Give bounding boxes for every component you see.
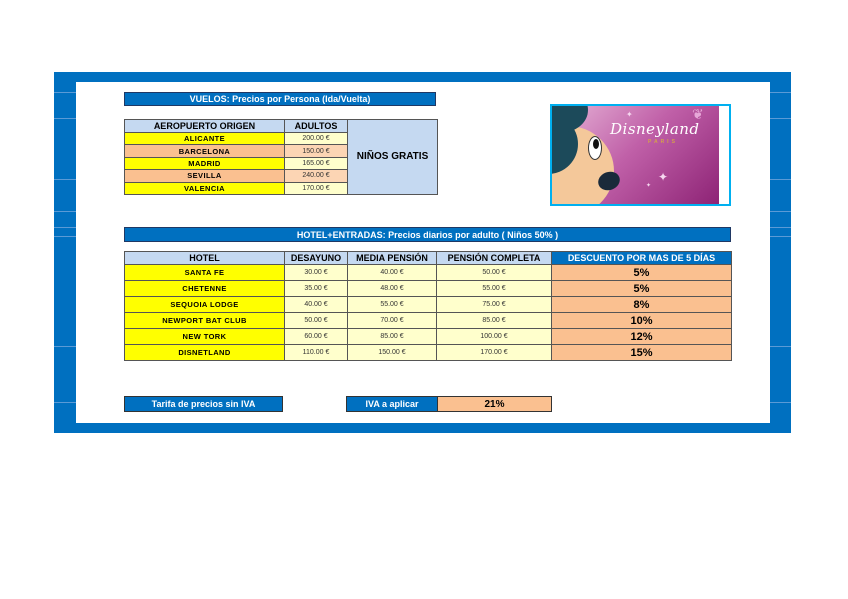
pension-completa-price: 85.00 € (437, 313, 552, 329)
column-header-adults: ADULTOS (285, 120, 348, 133)
hotel-title: HOTEL+ENTRADAS: Precios diarios por adulto ( Niños 50% ) (124, 227, 731, 242)
sparkle-icon: ✦ (646, 183, 652, 189)
hotel-name: NEW TORK (125, 329, 285, 345)
adult-price: 200.00 € (285, 133, 348, 145)
airport-name: ALICANTE (125, 133, 285, 145)
children-free-note: NIÑOS GRATIS (348, 120, 438, 195)
frame-gridline (770, 346, 791, 347)
adult-price: 150.00 € (285, 145, 348, 157)
vuelos-title: VUELOS: Precios por Persona (Ida/Vuelta) (124, 92, 436, 106)
desayuno-price: 110.00 € (285, 345, 348, 361)
frame-gridline (770, 92, 791, 93)
hotel-name: NEWPORT BAT CLUB (125, 313, 285, 329)
frame-gridline (54, 211, 76, 212)
table-row (125, 313, 732, 329)
frame-gridline (54, 227, 76, 228)
discount-value: 8% (552, 297, 732, 313)
table-row (125, 345, 732, 361)
frame-gridline (770, 179, 791, 180)
desayuno-price: 50.00 € (285, 313, 348, 329)
pension-completa-price: 170.00 € (437, 345, 552, 361)
vuelos-table (124, 119, 438, 195)
column-header-hotel: HOTEL (125, 252, 285, 265)
media-pension-price: 85.00 € (348, 329, 437, 345)
adult-price: 165.00 € (285, 157, 348, 169)
tinkerbell-icon: ❦ (692, 106, 704, 122)
airport-name: MADRID (125, 157, 285, 169)
frame-gridline (54, 346, 76, 347)
pension-completa-price: 55.00 € (437, 281, 552, 297)
image-margin (719, 106, 729, 204)
adult-price: 170.00 € (285, 182, 348, 194)
column-header-descuento: DESCUENTO POR MAS DE 5 DÍAS (552, 252, 732, 265)
table-row (125, 265, 732, 281)
hotel-table (124, 251, 732, 361)
mickey-pupil (593, 139, 599, 149)
frame-gridline (54, 92, 76, 93)
media-pension-price: 48.00 € (348, 281, 437, 297)
hotel-name: DISNETLAND (125, 345, 285, 361)
iva-value: 21% (437, 396, 552, 412)
discount-value: 5% (552, 265, 732, 281)
frame-gridline (54, 402, 76, 403)
frame-gridline (54, 118, 76, 119)
media-pension-price: 55.00 € (348, 297, 437, 313)
iva-label: IVA a aplicar (346, 396, 438, 412)
media-pension-price: 150.00 € (348, 345, 437, 361)
column-header-airport: AEROPUERTO ORIGEN (125, 120, 285, 133)
disneyland-promo-image (550, 104, 731, 206)
frame-gridline (54, 236, 76, 237)
desayuno-price: 60.00 € (285, 329, 348, 345)
airport-name: SEVILLA (125, 170, 285, 182)
disneyland-logo-paris: PARIS (648, 139, 678, 145)
tarifa-label: Tarifa de precios sin IVA (124, 396, 283, 412)
column-header-desayuno: DESAYUNO (285, 252, 348, 265)
frame-gridline (770, 211, 791, 212)
column-header-pension-completa: PENSIÓN COMPLETA (437, 252, 552, 265)
airport-name: BARCELONA (125, 145, 285, 157)
desayuno-price: 40.00 € (285, 297, 348, 313)
adult-price: 240.00 € (285, 170, 348, 182)
discount-value: 5% (552, 281, 732, 297)
media-pension-price: 70.00 € (348, 313, 437, 329)
column-header-media-pension: MEDIA PENSIÓN (348, 252, 437, 265)
hotel-name: SANTA FE (125, 265, 285, 281)
airport-name: VALENCIA (125, 182, 285, 194)
hotel-name: SEQUOIA LODGE (125, 297, 285, 313)
table-row (125, 329, 732, 345)
table-row (125, 297, 732, 313)
hotel-name: CHETENNE (125, 281, 285, 297)
frame-gridline (770, 236, 791, 237)
pension-completa-price: 50.00 € (437, 265, 552, 281)
disneyland-logo: Disneyland (610, 120, 700, 138)
desayuno-price: 30.00 € (285, 265, 348, 281)
frame-gridline (770, 227, 791, 228)
discount-value: 10% (552, 313, 732, 329)
table-row (125, 281, 732, 297)
frame-gridline (770, 118, 791, 119)
frame-gridline (770, 402, 791, 403)
sparkle-icon: ✦ (658, 170, 669, 184)
discount-value: 12% (552, 329, 732, 345)
frame-gridline (54, 179, 76, 180)
pension-completa-price: 100.00 € (437, 329, 552, 345)
desayuno-price: 35.00 € (285, 281, 348, 297)
media-pension-price: 40.00 € (348, 265, 437, 281)
discount-value: 15% (552, 345, 732, 361)
pension-completa-price: 75.00 € (437, 297, 552, 313)
sparkle-icon: ✦ (626, 110, 633, 119)
